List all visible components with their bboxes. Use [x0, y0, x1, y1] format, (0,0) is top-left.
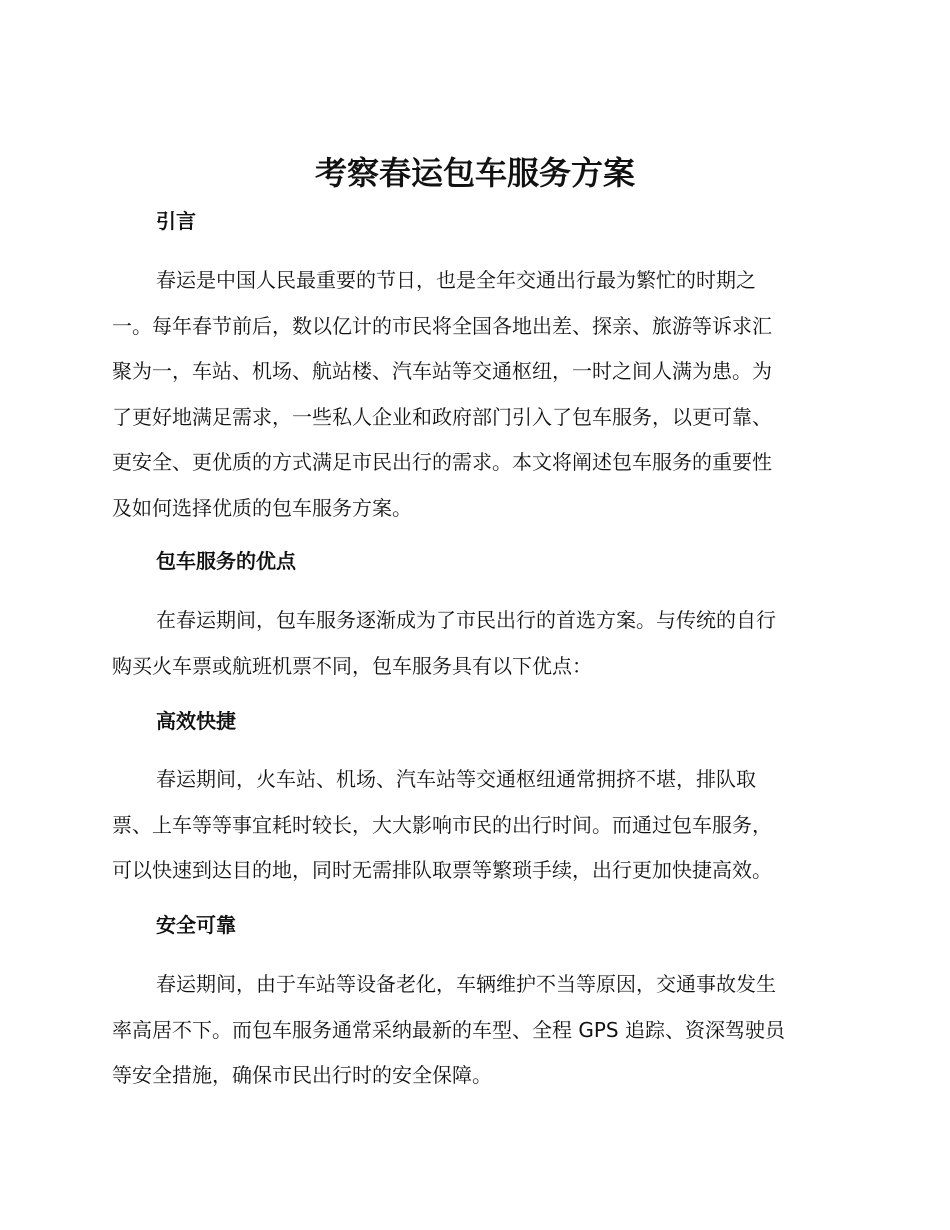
paragraph-line: 等安全措施，确保市民出行时的安全保障。 — [112, 1063, 492, 1087]
paragraph-safety — [112, 962, 842, 1099]
paragraph-line: 春运期间，由于车站等设备老化，车辆维护不当等原因，交通事故发生 — [156, 972, 776, 996]
paragraph-line: 春运是中国人民最重要的节日，也是全年交通出行最为繁忙的时期之 — [156, 268, 756, 292]
paragraph-line: 聚为一，车站、机场、航站楼、汽车站等交通枢纽，一时之间人满为患。为 — [112, 359, 772, 383]
paragraph-introduction — [112, 258, 842, 531]
paragraph-line: 春运期间，火车站、机场、汽车站等交通枢纽通常拥挤不堪，排队取 — [156, 767, 756, 791]
paragraph-line: 在春运期间，包车服务逐渐成为了市民出行的首选方案。与传统的自行 — [156, 608, 776, 632]
paragraph-line: 票、上车等等事宜耗时较长，大大影响市民的出行时间。而通过包车服务， — [112, 812, 772, 837]
paragraph-line: 及如何选择优质的包车服务方案。 — [112, 495, 412, 520]
paragraph-line: 了更好地满足需求，一些私人企业和政府部门引入了包车服务，以更可靠、 — [112, 404, 772, 429]
paragraph-line: 率高居不下。而包车服务通常采纳最新的车型、全程 GPS 追踪、资深驾驶员 — [112, 1017, 785, 1042]
paragraph-line: 一。每年春节前后，数以亿计的市民将全国各地出差、探亲、旅游等诉求汇 — [112, 313, 772, 338]
section-heading-introduction: 引言 — [156, 209, 196, 233]
paragraph-line: 可以快速到达目的地，同时无需排队取票等繁琐手续，出行更加快捷高效。 — [112, 858, 772, 882]
paragraph-line: 更安全、更优质的方式满足市民出行的需求。本文将阐述包车服务的重要性 — [112, 450, 772, 474]
paragraph-line: 购买火车票或航班机票不同，包车服务具有以下优点： — [112, 653, 592, 678]
section-heading-advantages: 包车服务的优点 — [156, 549, 296, 573]
document-title: 考察春运包车服务方案 — [314, 154, 635, 192]
section-heading-safety: 安全可靠 — [156, 913, 236, 937]
paragraph-efficient — [112, 757, 842, 894]
paragraph-advantages — [112, 598, 842, 689]
section-heading-efficient: 高效快捷 — [156, 709, 236, 733]
